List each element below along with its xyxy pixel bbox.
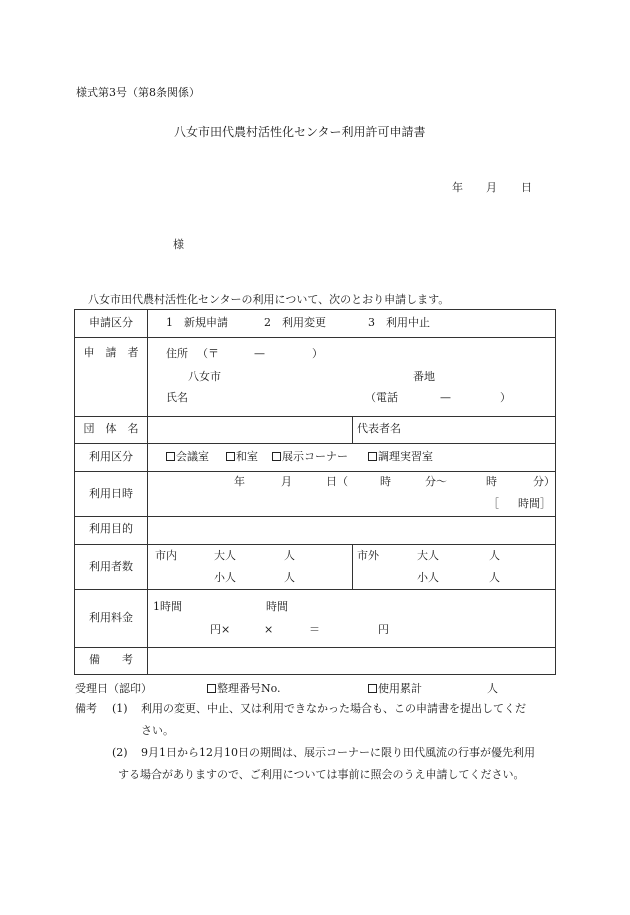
use-type-cooking-room[interactable]: 調理実習室	[368, 450, 433, 464]
fee-yen-times: 円×	[210, 623, 231, 636]
document-title: 八女市田代農村活性化センター利用許可申請書	[174, 125, 426, 139]
datetime-hours-open: ［	[488, 497, 499, 510]
note-1-line1: 利用の変更、中止、又は利用できなかった場合も、この申請書を提出してくだ	[141, 702, 526, 715]
label-use-datetime: 利用日時	[89, 487, 133, 500]
note-2-line2: する場合がありますので、ご利用については事前に照会のうえ申請してください。	[118, 768, 525, 781]
fee-one-hour: 1時間	[153, 600, 182, 613]
received-date-seal: 受理日（認印）	[75, 682, 152, 695]
checkbox-icon[interactable]	[368, 684, 377, 693]
address-banchi: 番地	[413, 370, 435, 383]
note-1-number: (1)	[112, 702, 128, 715]
address-label: 住所	[166, 347, 188, 360]
datetime-minute-start: 分～	[425, 475, 447, 488]
phone-close: ）	[500, 391, 511, 404]
users-in-city-child: 小人	[214, 571, 236, 584]
date-year-label: 年	[452, 181, 463, 194]
users-in-city-label: 市内	[155, 549, 177, 562]
users-out-city-adult: 大人	[417, 549, 439, 562]
users-out-city-child: 小人	[417, 571, 439, 584]
phone-dash: —	[440, 391, 451, 404]
datetime-hour-end: 時	[486, 475, 497, 488]
category-option-new[interactable]: 1 新規申請	[166, 316, 228, 329]
note-2-line1: 9月1日から12月10日の期間は、展示コーナーに限り田代風流の行事が優先利用	[141, 746, 535, 759]
checkbox-icon[interactable]	[272, 452, 281, 461]
fee-hours: 時間	[266, 600, 288, 613]
datetime-month: 月	[281, 475, 292, 488]
datetime-minute-end: 分）	[533, 475, 555, 488]
users-out-city-child-unit: 人	[489, 571, 500, 584]
datetime-day: 日（	[326, 475, 348, 488]
users-out-city-adult-unit: 人	[489, 549, 500, 562]
reference-number: 整理番号No.	[207, 682, 281, 696]
users-in-city-adult-unit: 人	[284, 549, 295, 562]
phone-open: （電話	[365, 391, 398, 404]
use-type-exhibit-corner[interactable]: 展示コーナー	[272, 450, 348, 464]
date-month-label: 月	[486, 181, 497, 194]
category-option-cancel[interactable]: 3 利用中止	[368, 316, 430, 329]
label-user-count: 利用者数	[89, 560, 133, 573]
label-applicant: 申 請 者	[83, 346, 139, 359]
date-day-label: 日	[521, 181, 532, 194]
use-type-meeting-room[interactable]: 会議室	[166, 450, 209, 464]
datetime-hour-start: 時	[380, 475, 391, 488]
category-option-change[interactable]: 2 利用変更	[264, 316, 326, 329]
form-number: 様式第3号（第8条関係）	[76, 86, 200, 99]
postal-dash: —	[254, 347, 265, 360]
users-in-city-child-unit: 人	[284, 571, 295, 584]
users-out-city-label: 市外	[357, 549, 379, 562]
label-group-name: 団 体 名	[83, 422, 139, 435]
checkbox-icon[interactable]	[226, 452, 235, 461]
label-application-category: 申請区分	[89, 316, 133, 329]
datetime-year: 年	[234, 475, 245, 488]
checkbox-icon[interactable]	[368, 452, 377, 461]
notes-label: 備考	[75, 702, 97, 715]
label-use-purpose: 利用目的	[89, 522, 133, 535]
addressee-suffix: 様	[173, 238, 184, 251]
label-use-type: 利用区分	[89, 450, 133, 463]
usage-total-unit: 人	[487, 682, 498, 695]
users-in-city-adult: 大人	[214, 549, 236, 562]
fee-equals: ＝	[309, 623, 320, 636]
representative-label: 代表者名	[357, 422, 401, 435]
postal-open: （〒	[197, 347, 219, 360]
address-city: 八女市	[188, 370, 221, 383]
fee-times: ×	[264, 623, 274, 636]
note-1-line2: さい。	[141, 724, 174, 737]
name-label: 氏名	[166, 391, 188, 404]
label-remarks: 備 考	[89, 653, 133, 666]
usage-total: 使用累計	[368, 682, 422, 696]
use-type-japanese-room[interactable]: 和室	[226, 450, 258, 464]
datetime-hours-close: 時間］	[518, 497, 551, 510]
checkbox-icon[interactable]	[166, 452, 175, 461]
label-use-fee: 利用料金	[89, 611, 133, 624]
postal-close: ）	[312, 347, 323, 360]
fee-yen: 円	[378, 623, 389, 636]
checkbox-icon[interactable]	[207, 684, 216, 693]
note-2-number: (2)	[112, 746, 128, 759]
intro-text: 八女市田代農村活性化センターの利用について、次のとおり申請します。	[88, 293, 450, 306]
